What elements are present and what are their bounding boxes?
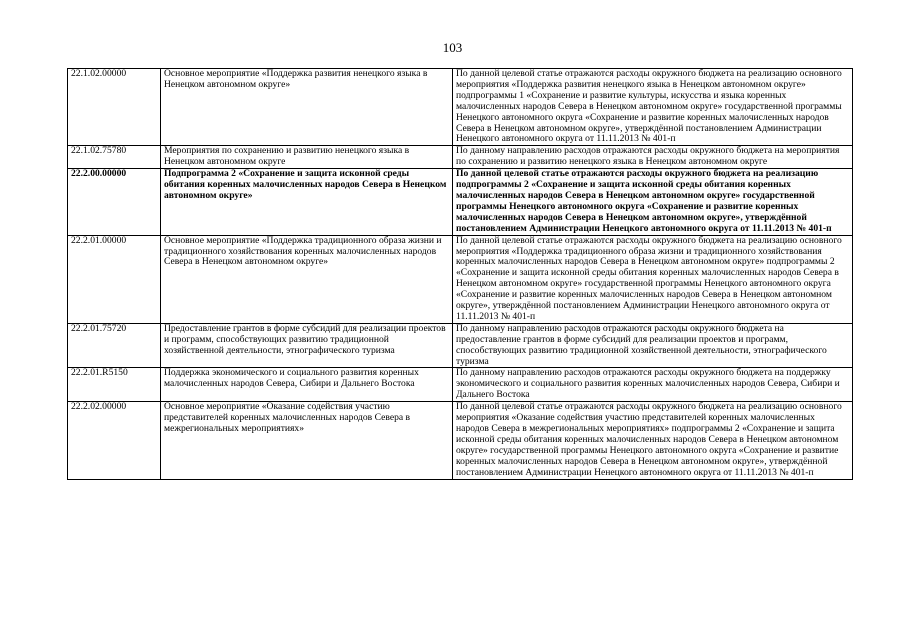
description-cell: По данной целевой статье отражаются расходы окружного бюджета на реализацию подпрограммы 2 «Сохранение и защита исконной среды обитания коренных малочисленных народов Севера в Ненецком автономном округе» государственной программы Ненецкого автономного округа «Сохранение и развитие коренных малочисленных народов Севера в Ненецком автономном округе», утверждённой постановлением Администрации Ненецкого автономного округа от 11.11.2013 № 401-п bbox=[453, 169, 853, 235]
description-cell: По данной целевой статье отражаются расходы окружного бюджета на реализацию основного мероприятия «Поддержка развития ненецкого языка в Ненецком автономном округе» подпрограммы 1 «Сохранение и развитие культуры, искусства и языка коренных малочисленных народов Севера в Ненецком автономном округе» государственной программы Ненецкого автономного округа «Сохранение и развитие коренных малочисленных народов Севера в Ненецком автономном округе», утверждённой постановлением Администрации Ненецкого автономного округа от 11.11.2013 № 401-п bbox=[453, 69, 853, 146]
table-row bbox=[68, 323, 853, 368]
table-row bbox=[68, 169, 853, 235]
name-cell: Мероприятия по сохранению и развитию ненецкого языка в Ненецком автономном округе bbox=[161, 146, 453, 169]
code-cell: 22.1.02.75780 bbox=[68, 146, 161, 169]
budget-codes-table bbox=[67, 68, 853, 480]
name-cell: Предоставление грантов в форме субсидий для реализации проектов и программ, способствующих развитию традиционной хозяйственной деятельности, этнографического туризма bbox=[161, 323, 453, 368]
code-cell: 22.2.02.00000 bbox=[68, 402, 161, 479]
page-number: 103 bbox=[442, 40, 463, 55]
code-cell: 22.2.01.75720 bbox=[68, 323, 161, 368]
name-cell: Основное мероприятие «Поддержка развития ненецкого языка в Ненецком автономном округе» bbox=[161, 69, 453, 146]
table-row bbox=[68, 69, 853, 146]
code-cell: 22.1.02.00000 bbox=[68, 69, 161, 146]
table-row bbox=[68, 146, 853, 169]
description-cell: По данному направлению расходов отражаются расходы окружного бюджета на поддержку экономического и социального развития коренных малочисленных народов Севера, Сибири и Дальнего Востока bbox=[453, 368, 853, 402]
table-row bbox=[68, 402, 853, 479]
description-cell: По данной целевой статье отражаются расходы окружного бюджета на реализацию основного мероприятия «Поддержка традиционного образа жизни и традиционного хозяйствования коренных малочисленных народов Севера в Ненецком автономном округе» подпрограммы 2 «Сохранение и защита исконной среды обитания коренных малочисленных народов Севера в Ненецком автономном округе» государственной программы Ненецкого автономного округа «Сохранение и развитие коренных малочисленных народов Севера в Ненецком автономном округе», утверждённой постановлением Администрации Ненецкого автономного округа от 11.11.2013 № 401-п bbox=[453, 235, 853, 323]
table-row bbox=[68, 368, 853, 402]
name-cell: Основное мероприятие «Поддержка традиционного образа жизни и традиционного хозяйствования коренных малочисленных народов Севера в Ненецком автономном округе» bbox=[161, 235, 453, 323]
name-cell: Основное мероприятие «Оказание содействия участию представителей коренных малочисленных народов Севера в межрегиональных мероприятиях» bbox=[161, 402, 453, 479]
table-row bbox=[68, 235, 853, 323]
description-cell: По данному направлению расходов отражаются расходы окружного бюджета на предоставление грантов в форме субсидий для реализации проектов и программ, способствующих развитию традиционной хозяйственной деятельности, этнографического туризма bbox=[453, 323, 853, 368]
description-cell: По данной целевой статье отражаются расходы окружного бюджета на реализацию основного мероприятия «Оказание содействия участию представителей коренных малочисленных народов Севера в межрегиональных мероприятиях» подпрограммы 2 «Сохранение и защита исконной среды обитания коренных малочисленных народов Севера в Ненецком автономном округе» государственной программы Ненецкого автономного округа «Сохранение и развитие коренных малочисленных народов Севера в Ненецком автономном округе», утверждённой постановлением Администрации Ненецкого автономного округа от 11.11.2013 № 401-п bbox=[453, 402, 853, 479]
name-cell: Поддержка экономического и социального развития коренных малочисленных народов Севера, Сибири и Дальнего Востока bbox=[161, 368, 453, 402]
description-cell: По данному направлению расходов отражаются расходы окружного бюджета на мероприятия по сохранению и развитию ненецкого языка в Ненецком автономном округе bbox=[453, 146, 853, 169]
code-cell: 22.2.01.00000 bbox=[68, 235, 161, 323]
code-cell: 22.2.00.00000 bbox=[68, 169, 161, 235]
code-cell: 22.2.01.R5150 bbox=[68, 368, 161, 402]
table-body bbox=[68, 69, 853, 480]
name-cell: Подпрограмма 2 «Сохранение и защита исконной среды обитания коренных малочисленных народов Севера в Ненецком автономном округе» bbox=[161, 169, 453, 235]
